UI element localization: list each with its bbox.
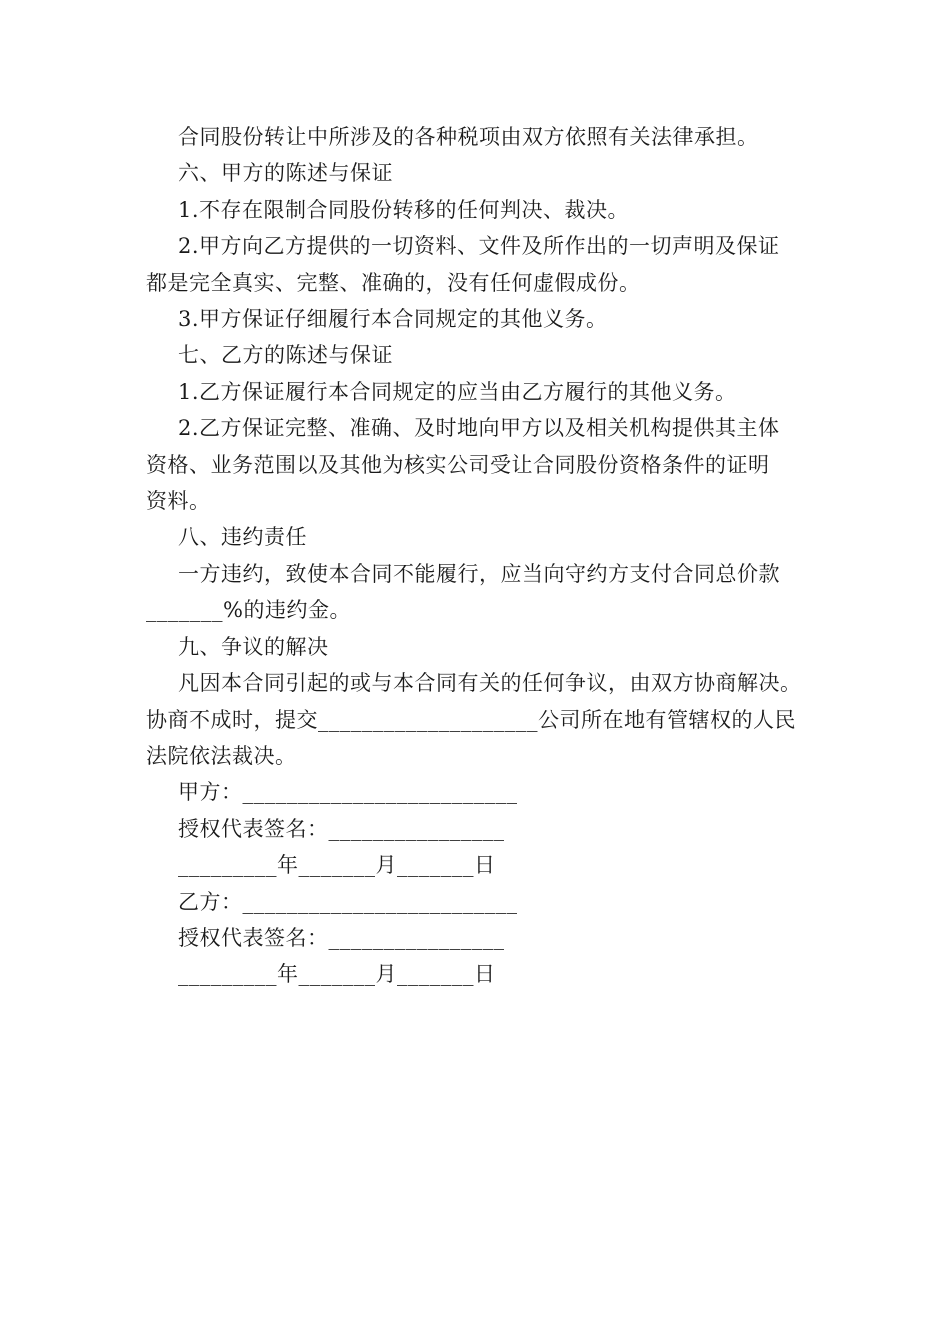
document-body: [146, 119, 826, 993]
clause-8-line1: 一方违约，致使本合同不能履行，应当向守约方支付合同总价款: [178, 561, 780, 586]
section-heading-7: 七、乙方的陈述与保证: [178, 343, 393, 368]
clause-9-line3: 法院依法裁决。: [146, 743, 297, 768]
clause-6-2-line1: 2.甲方向乙方提供的一切资料、文件及所作出的一切声明及保证: [178, 234, 780, 259]
tax-clause: 合同股份转让中所涉及的各种税项由双方依照有关法律承担。: [178, 125, 759, 149]
clause-9-line1: 凡因本合同引起的或与本合同有关的任何争议，由双方协商解决。: [178, 671, 802, 696]
section-heading-8: 八、违约责任: [178, 525, 307, 550]
clause-9-line2: 协商不成时，提交____________________公司所在地有管辖权的人民: [146, 707, 796, 732]
clause-7-2-line2: 资格、业务范围以及其他为核实公司受让合同股份资格条件的证明: [146, 452, 770, 477]
clause-6-1: 1.不存在限制合同股份转移的任何判决、裁决。: [178, 197, 630, 222]
party-b-signature-line: 乙方：_________________________: [178, 889, 518, 914]
party-b-rep-signature-line: 授权代表签名：________________: [178, 925, 505, 950]
clause-7-1: 1.乙方保证履行本合同规定的应当由乙方履行的其他义务。: [178, 379, 737, 404]
clause-6-3: 3.甲方保证仔细履行本合同规定的其他义务。: [178, 307, 608, 332]
clause-7-2-line3: 资料。: [146, 489, 211, 514]
clause-8-line2: _______%的违约金。: [146, 598, 351, 623]
party-a-rep-signature-line: 授权代表签名：________________: [178, 816, 505, 841]
party-b-date-line: _________年_______月_______日: [178, 962, 496, 987]
party-a-date-line: _________年_______月_______日: [178, 853, 496, 878]
section-heading-6: 六、甲方的陈述与保证: [178, 161, 393, 186]
party-a-signature-line: 甲方：_________________________: [178, 780, 518, 805]
clause-6-2-line2: 都是完全真实、完整、准确的，没有任何虚假成份。: [146, 270, 641, 295]
clause-7-2-line1: 2.乙方保证完整、准确、及时地向甲方以及相关机构提供其主体: [178, 416, 780, 441]
section-heading-9: 九、争议的解决: [178, 634, 329, 659]
